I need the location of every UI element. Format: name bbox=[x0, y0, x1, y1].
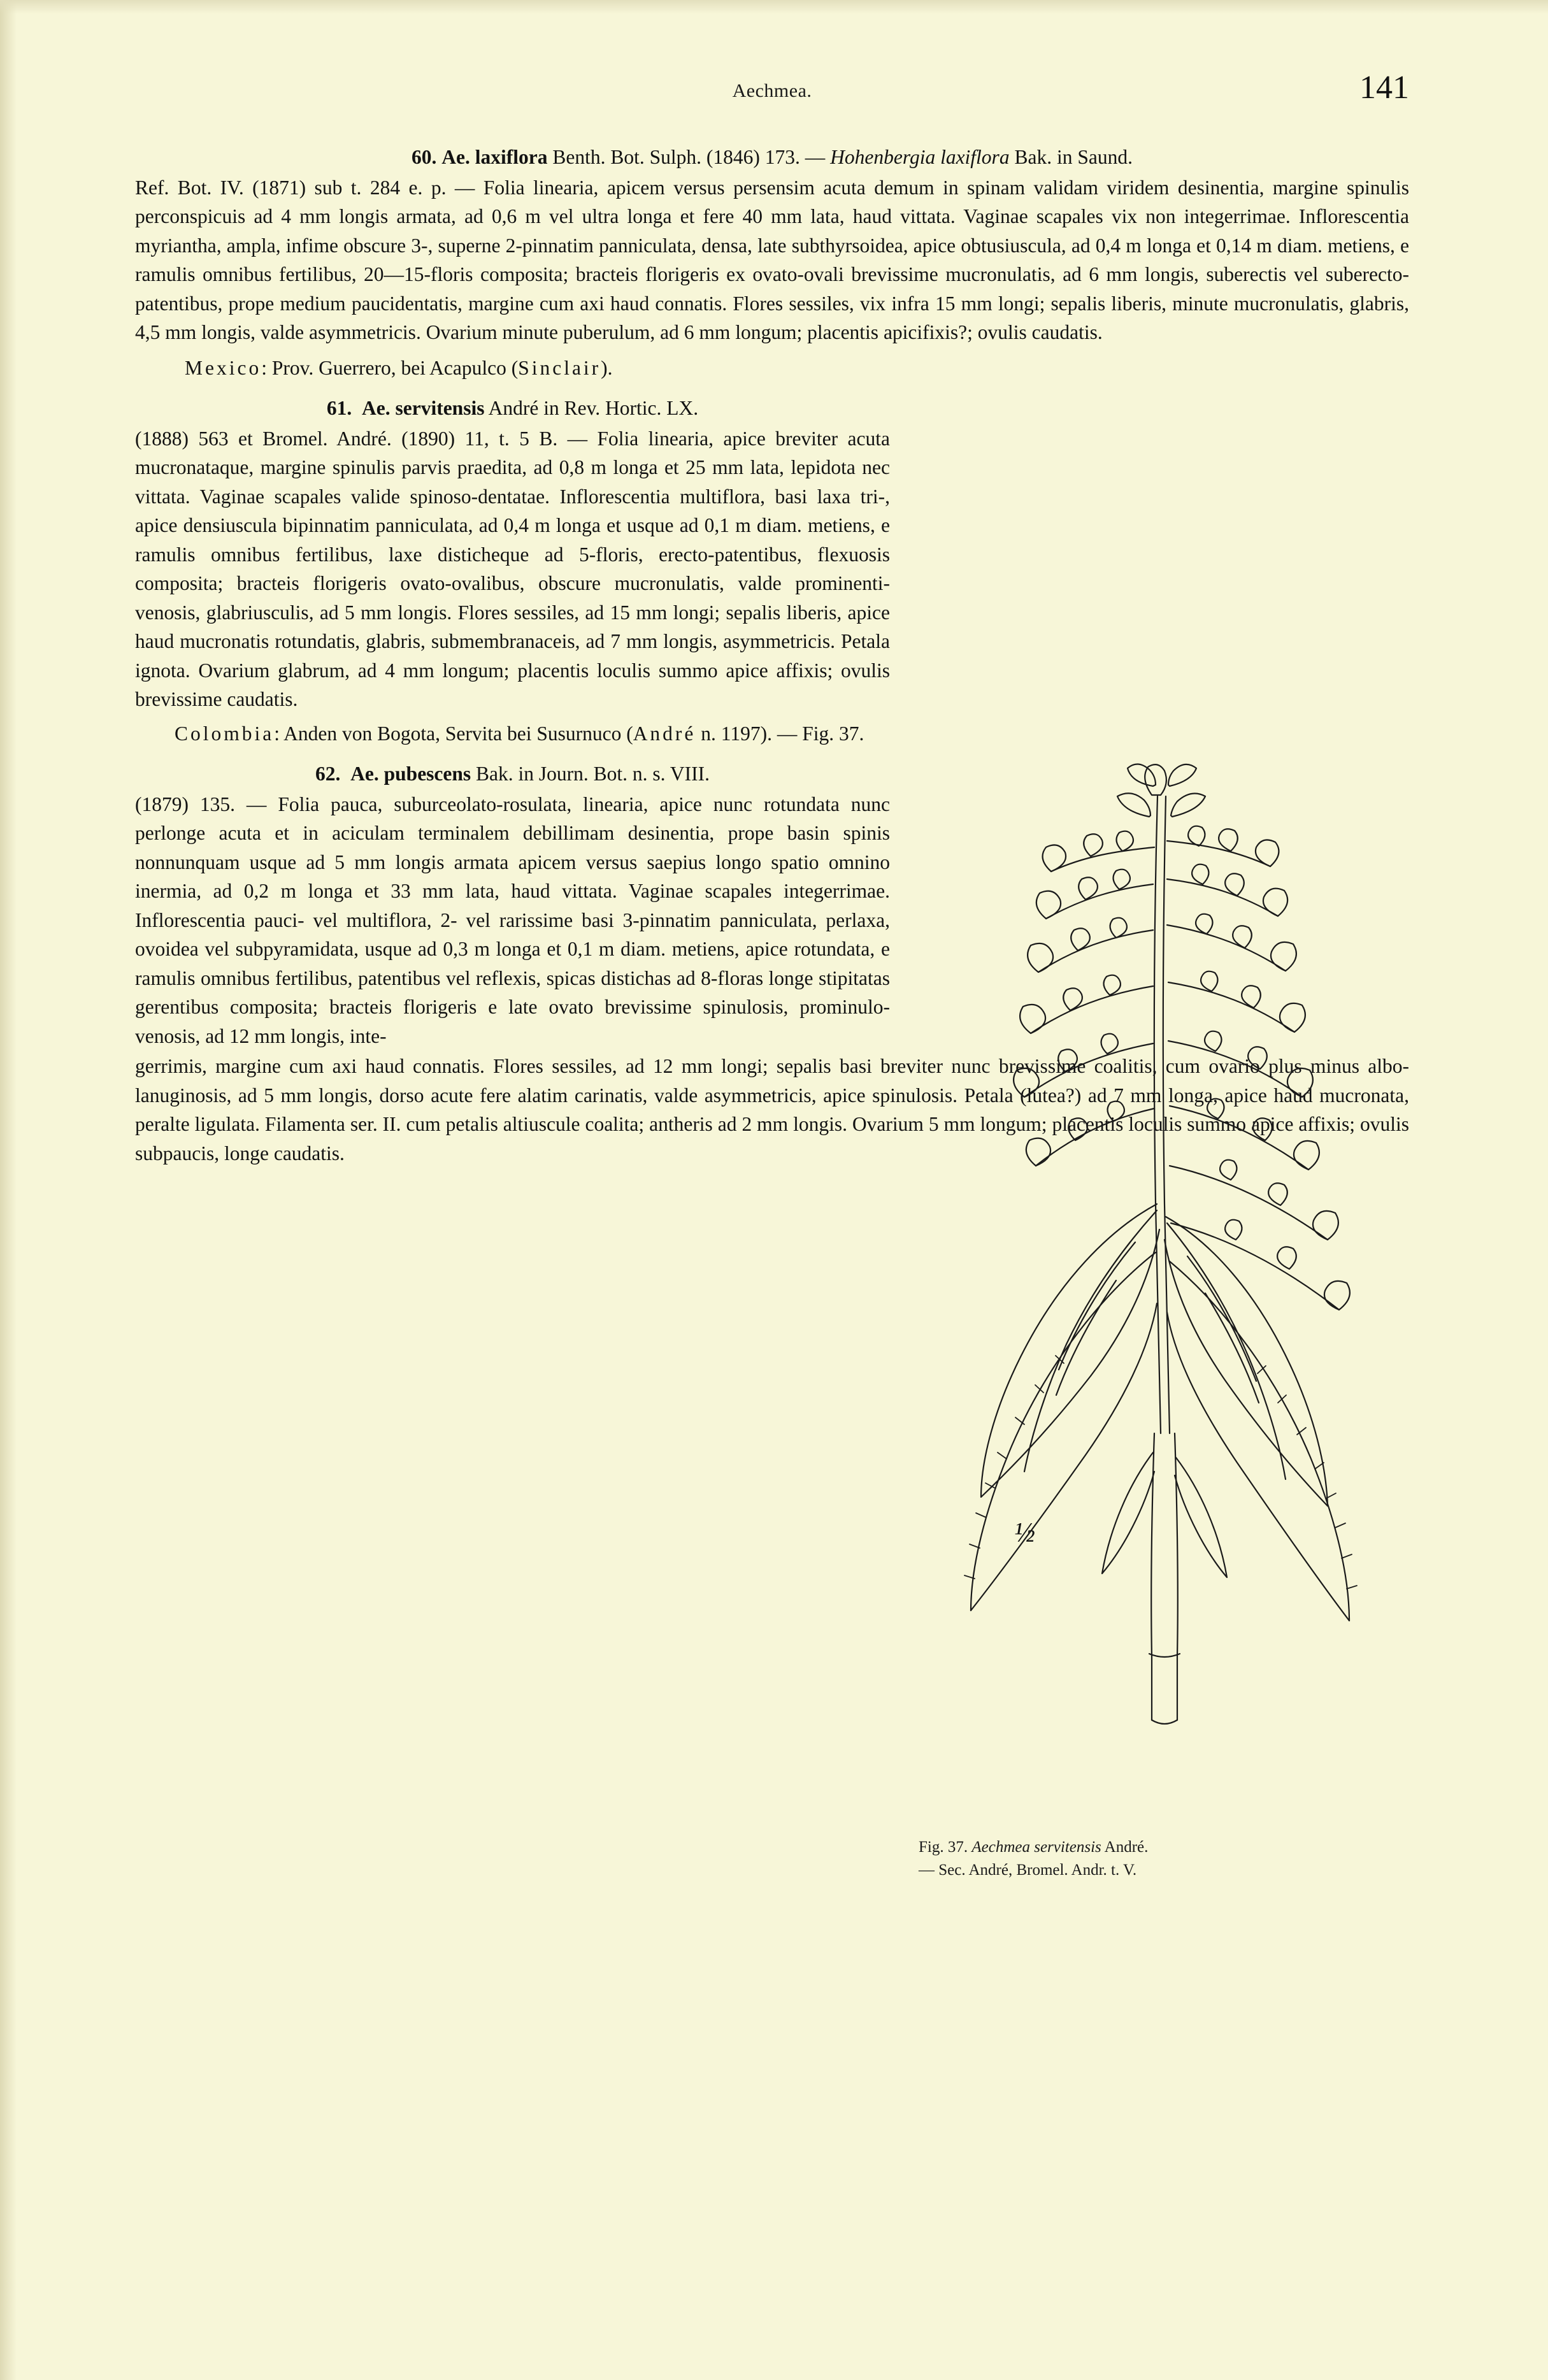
entry-61-body: (1888) 563 et Bromel. André. (1890) 11, t. 5 B. — Folia linearia, apice breviter acuta mucronataque, margine spinulis parvis praedita, ad 0,8 m longa et 25 mm lata, lepidota nec vittata. Vaginae scapales valide spinoso-dentatae. Inflorescentia multiflora, basi laxa tri-, apice densiuscula bipinnatim panniculata, ad 0,4 m longa et usque ad 0,1 m diam. metiens, e ramulis omnibus fertilibus, laxe disticheque ad 5-floris, erecto-patentibus, flexuosis composita; bracteis florigeris ovato-ovalibus, obscure mucronulatis, valde prominenti-venosis, glabriusculis, ad 5 mm longis. Flores sessiles, ad 15 mm longi; sepalis liberis, apice haud mucronatis rotundatis, glabris, submembranaceis, ad 7 mm longis, asymmetricis. Petala ignota. Ovarium glabrum, ad 4 mm longum; placentis loculis summo apice affixis; ovulis brevissime caudatis. bbox=[135, 427, 890, 710]
entry-60-locality: Mexico: Prov. Guerrero, bei Acapulco (Sinclair). bbox=[185, 356, 613, 379]
entry-61-heading bbox=[135, 394, 890, 423]
entry-61-heading-rest: André in Rev. Hortic. LX. bbox=[488, 397, 699, 419]
entry-60-body: Ref. Bot. IV. (1871) sub t. 284 e. p. — Folia linearia, apicem versus persensim acuta demum in spinam validam viridem desinentia, margine spinulis perconspicuis ad 4 mm longis armata, ad 0,6 m vel ultra longa et fere 40 mm lata, haud vittata. Vaginae scapales vix non integerrimae. Inflorescentia myriantha, ampla, infime obscure 3-, superne 2-pinnatim panniculata, densa, late subthyrsoidea, apice obtusiuscula, ad 0,4 m longa et 0,14 m diam. metiens, e ramulis omnibus fertilibus, 20—15-floris composita; bracteis florigeris ex ovato-ovali brevissime mucronulatis, ad 6 mm longis, suberectis vel suberecto-patentibus, prope medium paucidentatis, margine cum axi haud connatis. Flores sessiles, vix infra 15 mm longi; sepalis liberis, minute mucronulatis, glabris, 4,5 mm longis, valde asymmetricis. Ovarium minute puberulum, ad 6 mm longum; placentis apicifixis?; ovulis caudatis. bbox=[135, 176, 1409, 343]
figure-caption-author: André. bbox=[1104, 1839, 1149, 1856]
figure-caption bbox=[919, 1836, 1409, 1882]
figure-caption-prefix: Fig. 37. bbox=[919, 1839, 968, 1856]
entry-61-number: 61. bbox=[326, 397, 352, 419]
page-header bbox=[135, 69, 1409, 121]
entry-61-name: Ae. servitensis bbox=[362, 397, 485, 419]
figure-37-illustration bbox=[899, 720, 1409, 1816]
entry-62-body-full: gerrimis, margine cum axi haud connatis. Flores sessiles, ad 12 mm longi; sepalis basi breviter nunc brevissime coalitis, cum ovario plus minus albo-lanuginosis, ad 5 mm longis, dorso acute fere alatim carinatis, valde asymmetricis, apice spinulosis. Petala (lutea?) ad 7 mm longa, apice haud mucronata, peralte ligulata. Filamenta ser. II. cum petalis altiuscule coalita; antheris ad 2 mm longis. Ovarium 5 mm longum; placentis loculis summo apice affixis; ovulis subpaucis, longe caudatis. bbox=[135, 1055, 1409, 1165]
page-edge-shadow-left bbox=[0, 0, 17, 2380]
figure-caption-line-2: — Sec. André, Bromel. Andr. t. V. bbox=[919, 1861, 1137, 1879]
entry-60-number: 60. bbox=[412, 146, 437, 168]
entry-62-number: 62. bbox=[315, 763, 341, 785]
figure-caption-line-1 bbox=[919, 1836, 1409, 1859]
running-head: Aechmea. bbox=[732, 80, 812, 101]
entry-62-body-col: (1879) 135. — Folia pauca, suburceolato-rosulata, linearia, apice nunc rotundata nunc perlonge acuta et in aciculam terminalem debillimam desinentia, prope basin spinis nonnunquam usque ad 5 mm longis armata apicem versus saepius longo spatio omnino inermia, ad 0,2 m longa et 33 mm lata, haud vittata. Vaginae scapales integerrimae. Inflorescentia pauci- vel multiflora, 2- vel rarissime basi 3-pinnatim panniculata, perlaxa, ovoidea vel subpyramidata, usque ad 0,3 m longa et 0,1 m diam. metiens, apice rotundata, e ramulis omnibus fertilibus, patentibus vel reflexis, spicas distichas ad 8-floras longe stipitatas gerentibus composita; bracteis florigeris e late ovato brevissime spinulosis, prominulo-venosis, ad 12 mm longis, inte- bbox=[135, 792, 890, 1047]
page-number: 141 bbox=[1359, 69, 1409, 106]
entry-62-heading bbox=[135, 759, 890, 789]
entry-60-heading-rest: Benth. Bot. Sulph. (1846) 173. — Hohenbergia laxiflora Bak. in Saund. bbox=[552, 146, 1133, 168]
page-content bbox=[135, 69, 1409, 1879]
entry-60-heading bbox=[135, 143, 1409, 172]
entry-60-name: Ae. laxiflora bbox=[441, 146, 548, 168]
scale-label: ½ bbox=[1014, 1517, 1035, 1548]
left-column bbox=[135, 394, 890, 1050]
figure-37 bbox=[899, 720, 1409, 1886]
page-edge-shadow-top bbox=[0, 0, 1548, 14]
entry-61-locality: Colombia: Anden von Bogota, Servita bei Susurnuco (André n. 1197). — Fig. 37. bbox=[175, 722, 864, 745]
plant-illustration-svg bbox=[899, 720, 1409, 1816]
entry-60 bbox=[135, 143, 1409, 382]
figure-caption-species: Aechmea servitensis bbox=[971, 1839, 1101, 1856]
entry-62-heading-rest: Bak. in Journ. Bot. n. s. VIII. bbox=[476, 763, 710, 785]
entry-62-name: Ae. pubescens bbox=[350, 763, 471, 785]
